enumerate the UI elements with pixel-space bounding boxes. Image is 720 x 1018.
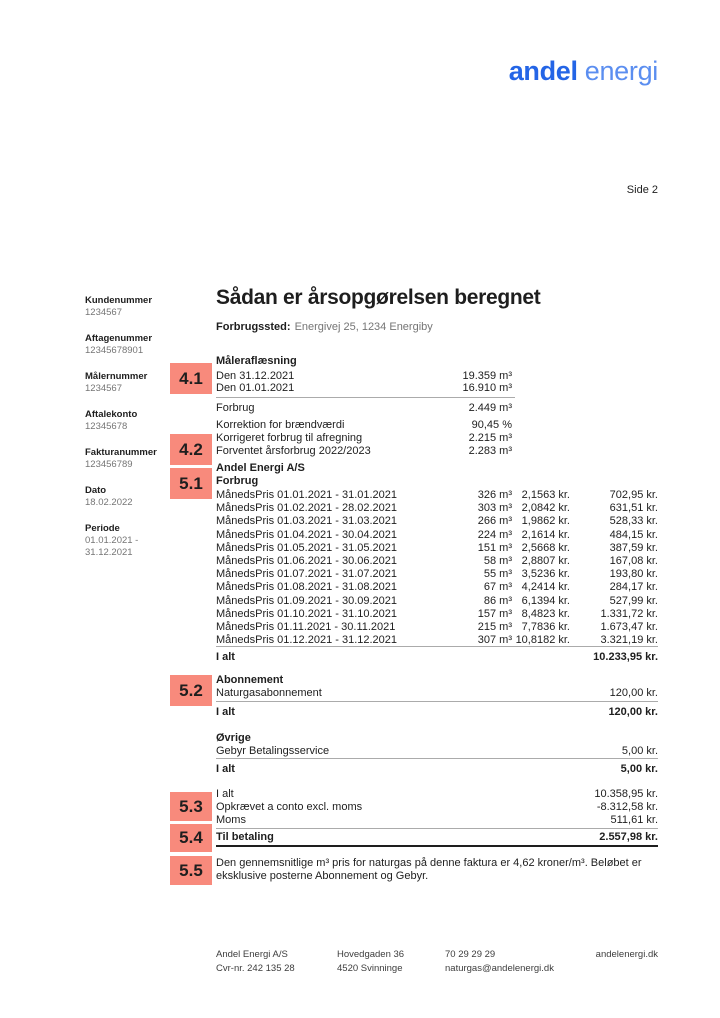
consumption-period: MånedsPris 01.06.2021 - 30.06.2021 [216, 554, 398, 567]
ovrige-heading: Øvrige [216, 732, 251, 744]
divider [216, 828, 658, 829]
meter-reading-label: Den 31.12.2021 [216, 370, 295, 382]
section-badge-4-2: 4.2 [170, 434, 212, 465]
consumption-period: MånedsPris 01.10.2021 - 31.10.2021 [216, 607, 398, 620]
consumption-period: MånedsPris 01.02.2021 - 28.02.2021 [216, 502, 398, 515]
ovrige-label: Gebyr Betalingsservice [216, 745, 330, 757]
consumption-row [216, 608, 658, 621]
sidebar-field [85, 295, 167, 319]
consumption-unit-price: 8,4823 kr. [521, 607, 570, 620]
consumption-period: MånedsPris 01.04.2021 - 30.04.2021 [216, 528, 398, 541]
total-label: I alt [216, 651, 235, 663]
consumption-unit-price: 2,5668 kr. [521, 541, 570, 554]
summary-label: I alt [216, 788, 234, 800]
sidebar-field [85, 485, 167, 509]
consumption-volume: 55 m³ [483, 568, 512, 581]
consumption-unit-price: 4,2414 kr. [521, 581, 570, 594]
average-price-note: Den gennemsnitlige m³ pris for naturgas på denne faktura er 4,62 kroner/m³. Beløbet er eksklusive posterne Abonnement og Gebyr. [216, 857, 642, 882]
adjustment-row [216, 432, 658, 445]
forbrug-value: 2.449 m³ [468, 402, 512, 414]
consumption-volume: 326 m³ [477, 489, 512, 501]
consumption-row [216, 502, 658, 515]
sidebar-field-label: Kundenummer [85, 295, 153, 306]
consumption-amount: 387,59 kr. [609, 541, 658, 554]
sidebar-field-label: Fakturanummer [85, 447, 157, 458]
footer-company [216, 948, 295, 975]
abonnement-total-row [216, 706, 658, 719]
consumption-unit-price: 10,8182 kr. [515, 634, 570, 647]
consumption-volume: 224 m³ [477, 528, 512, 541]
abonnement-value: 120,00 kr. [609, 687, 658, 699]
sidebar-field-value: 123456789 [85, 459, 133, 470]
consumption-amount: 484,15 kr. [609, 528, 658, 541]
consumption-unit-price: 1,9862 kr. [521, 515, 570, 528]
total-value: 5,00 kr. [620, 763, 658, 775]
section-badge-5-3: 5.3 [170, 792, 212, 821]
sidebar-field-label: Målernummer [85, 371, 148, 382]
consumption-row [216, 568, 658, 581]
adjustment-label: Korrigeret forbrug til afregning [216, 432, 363, 444]
forbrug-label: Forbrug [216, 402, 255, 414]
consumption-amount: 1.331,72 kr. [600, 607, 658, 620]
ovrige-value: 5,00 kr. [621, 745, 658, 757]
consumption-volume: 86 m³ [483, 594, 512, 607]
footer-phone: 70 29 29 29 [445, 949, 496, 960]
total-label: I alt [216, 706, 235, 718]
sidebar-field-label: Dato [85, 485, 107, 496]
monthly-consumption-table [216, 489, 658, 647]
sidebar-field-value: 12345678 [85, 421, 128, 432]
meter-reading-value: 16.910 m³ [462, 382, 512, 394]
adjustment-value: 2.215 m³ [468, 432, 512, 444]
consumption-row [216, 595, 658, 608]
consumption-row [216, 515, 658, 528]
meter-reading-value: 19.359 m³ [462, 370, 512, 382]
consumption-volume: 307 m³ [477, 634, 512, 647]
consumption-volume: 303 m³ [477, 502, 512, 515]
consumption-row [216, 529, 658, 542]
consumption-amount: 167,08 kr. [609, 554, 658, 567]
consumption-volume: 266 m³ [477, 515, 512, 528]
page-number: Side 2 [626, 184, 658, 196]
meter-reading-label: Den 01.01.2021 [216, 382, 295, 394]
consumption-period: MånedsPris 01.08.2021 - 31.08.2021 [216, 581, 398, 594]
ovrige-total-row [216, 763, 658, 776]
consumption-row [216, 489, 658, 502]
page-title: Sådan er årsopgørelsen beregnet [216, 286, 541, 309]
sidebar-field-value: 12345678901 [85, 345, 144, 356]
sidebar-field-value: 1234567 [85, 307, 122, 318]
forbrug-row [216, 402, 658, 415]
footer-website [560, 948, 658, 962]
footer-address-street: Hovedgaden 36 [337, 949, 405, 960]
consumption-unit-price: 3,5236 kr. [521, 568, 570, 581]
consumption-amount: 1.673,47 kr. [600, 620, 658, 633]
footer-website-link[interactable]: andelenergi.dk [595, 949, 658, 960]
consumption-amount: 631,51 kr. [609, 502, 658, 515]
consumption-period: MånedsPris 01.03.2021 - 31.03.2021 [216, 515, 398, 528]
meter-reading-heading: Måleraflæsning [216, 355, 297, 367]
consumption-period: MånedsPris 01.01.2021 - 31.01.2021 [216, 489, 398, 501]
consumption-unit-price: 6,1394 kr. [521, 594, 570, 607]
consumption-period: MånedsPris 01.05.2021 - 31.05.2021 [216, 541, 398, 554]
consumption-unit-price: 7,7836 kr. [521, 620, 570, 633]
consumption-amount: 193,80 kr. [609, 568, 658, 581]
consumption-site-line [216, 321, 433, 333]
sidebar-field [85, 409, 167, 433]
abonnement-heading: Abonnement [216, 674, 284, 686]
adjustment-label: Korrektion for brændværdi [216, 419, 345, 431]
footer-address [337, 948, 404, 975]
consumption-volume: 215 m³ [477, 620, 512, 633]
consumption-amount: 284,17 kr. [609, 581, 658, 594]
adjustment-label: Forventet årsforbrug 2022/2023 [216, 445, 371, 457]
consumption-volume: 157 m³ [477, 607, 512, 620]
consumption-unit-price: 2,1563 kr. [521, 489, 570, 501]
summary-value: 10.358,95 kr. [594, 788, 658, 800]
footer-address-city: 4520 Svinninge [337, 962, 403, 974]
consumption-unit-price: 2,8807 kr. [521, 554, 570, 567]
section-badge-4-1: 4.1 [170, 363, 212, 394]
adjustment-value: 90,45 % [471, 419, 512, 431]
summary-row [216, 814, 658, 827]
total-value: 10.233,95 kr. [593, 651, 658, 663]
footer-contact [445, 948, 554, 975]
logo-text-light: energi [584, 56, 658, 86]
adjustment-row [216, 445, 658, 458]
consumption-period: MånedsPris 01.12.2021 - 31.12.2021 [216, 634, 398, 647]
sidebar-field-value: 01.01.2021 - 31.12.2021 [85, 535, 139, 558]
sidebar-field-value: 1234567 [85, 383, 122, 394]
total-value: 120,00 kr. [608, 706, 658, 718]
amount-due-label: Til betaling [216, 831, 274, 843]
divider [216, 646, 658, 647]
consumption-total-row [216, 651, 658, 664]
sidebar-field [85, 447, 167, 471]
adjustment-value: 2.283 m³ [468, 445, 512, 457]
section-badge-5-4: 5.4 [170, 824, 212, 852]
abonnement-label: Naturgasabonnement [216, 687, 322, 699]
sidebar-field-label: Periode [85, 523, 120, 534]
consumption-amount: 702,95 kr. [609, 489, 658, 501]
summary-row [216, 788, 658, 801]
sidebar-field [85, 371, 167, 395]
summary-value: 511,61 kr. [610, 814, 658, 826]
meter-reading-row [216, 382, 658, 395]
sidebar-field-value: 18.02.2022 [85, 497, 133, 508]
consumption-period: MånedsPris 01.09.2021 - 30.09.2021 [216, 594, 398, 607]
section-badge-5-2: 5.2 [170, 675, 212, 706]
adjustment-row [216, 419, 658, 432]
footer-company-name: Andel Energi A/S [216, 949, 288, 960]
statement-body [216, 0, 658, 1018]
consumption-amount: 528,33 kr. [609, 515, 658, 528]
consumption-unit-price: 2,1614 kr. [521, 528, 570, 541]
consumption-volume: 151 m³ [477, 541, 512, 554]
consumption-volume: 67 m³ [483, 581, 512, 594]
abonnement-row [216, 687, 658, 700]
divider [216, 758, 658, 759]
logo-text-bold: andel [508, 56, 578, 86]
consumption-amount: 527,99 kr. [609, 594, 658, 607]
divider [216, 701, 658, 702]
sidebar-field [85, 333, 167, 357]
consumption-row [216, 581, 658, 594]
divider [216, 397, 515, 398]
consumption-volume: 58 m³ [483, 554, 512, 567]
ovrige-row [216, 745, 658, 758]
customer-info-sidebar [85, 295, 167, 573]
consumption-row [216, 621, 658, 634]
section-badge-5-5: 5.5 [170, 856, 212, 885]
consumption-heading: Forbrug [216, 475, 259, 487]
amount-due-row [216, 831, 658, 844]
summary-label: Opkrævet a conto excl. moms [216, 801, 363, 813]
consumption-site-value: Energivej 25, 1234 Energiby [294, 321, 433, 333]
consumption-period: MånedsPris 01.07.2021 - 31.07.2021 [216, 568, 398, 581]
consumption-site-label: Forbrugssted: [216, 321, 291, 333]
footer-cvr: Cvr-nr. 242 135 28 [216, 962, 295, 974]
consumption-row [216, 555, 658, 568]
summary-value: -8.312,58 kr. [596, 801, 658, 813]
footer-email-link[interactable]: naturgas@andelenergi.dk [445, 962, 554, 974]
sidebar-field-label: Aftalekonto [85, 409, 138, 420]
section-badge-5-1: 5.1 [170, 468, 212, 499]
summary-row [216, 801, 658, 814]
consumption-unit-price: 2,0842 kr. [521, 502, 570, 515]
consumption-amount: 3.321,19 kr. [600, 634, 658, 647]
sidebar-field [85, 523, 167, 559]
summary-label: Moms [216, 814, 246, 826]
sidebar-field-label: Aftagenummer [85, 333, 153, 344]
total-label: I alt [216, 763, 235, 775]
amount-due-value: 2.557,98 kr. [599, 831, 658, 843]
divider-heavy [216, 845, 658, 847]
supplier-heading: Andel Energi A/S [216, 462, 305, 474]
consumption-period: MånedsPris 01.11.2021 - 30.11.2021 [216, 620, 396, 633]
consumption-row [216, 542, 658, 555]
